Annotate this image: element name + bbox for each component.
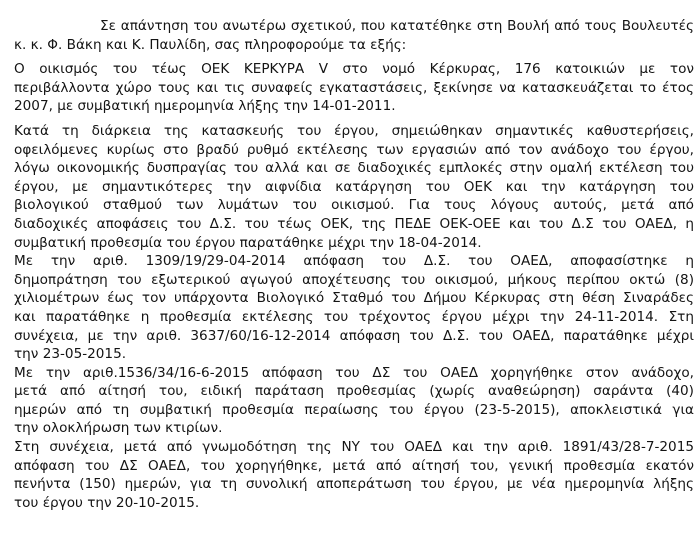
text-line: διαδοχικές αποφάσεις του Δ.Σ. του τέως ΟΕΚ, της ΠΕΔΕ ΟΕΚ-ΟΕΕ και του Δ.Σ του ΟΑΕΔ, η <box>14 215 694 232</box>
text-line: Με την αριθ. 1309/19/29-04-2014 απόφαση του Δ.Σ. του ΟΑΕΔ, αποφασίστηκε η <box>14 253 694 270</box>
text-line: συμβατική προθεσμία του έργου παρατάθηκε μέχρι την 18-04-2014. <box>14 234 482 251</box>
delays-paragraph <box>14 122 694 252</box>
document-page <box>14 17 694 512</box>
text-line: δημοπράτηση του εξωτερικού αγωγού αποχέτευσης του οικισμού, μήκους περίπου οκτώ (8) <box>14 271 694 288</box>
text-line: μετά από αίτησή του, ειδική παράταση προθεσμίας (χωρίς αναθεώρηση) σαράντα (40) <box>14 383 694 400</box>
text-line: και παρατάθηκε η προθεσμία εκτέλεσης του τρέχοντος έργου μέχρι την 24-11-2014. Στη <box>14 308 694 325</box>
text-line: κ. κ. Φ. Βάκη και Κ. Παυλίδη, σας πληροφορούμε τα εξής: <box>14 36 407 53</box>
text-line: του έργου την 20-10-2015. <box>14 494 200 511</box>
text-line: Στη συνέχεια, μετά από γνωμοδότηση της ΝΥ του ΟΑΕΔ και την αριθ. 1891/43/28-7-2015 <box>14 439 694 456</box>
decision-1309-paragraph <box>14 252 694 364</box>
text-line: την ολοκλήρωση των κτιρίων. <box>14 420 223 437</box>
text-line: οφειλόμενες κυρίως στο βραδύ ρυθμό εκτέλεσης των εργασιών από τον ανάδοχο του έργου, <box>14 141 694 158</box>
text-line: ημερών από τη συμβατική προθεσμία περαίωσης του έργου (23-5-2015), αποκλειστικά για <box>14 401 694 418</box>
intro-paragraph <box>14 17 694 54</box>
decision-1536-paragraph <box>14 364 694 438</box>
text-line: Με την αριθ.1536/34/16-6-2015 απόφαση του ΔΣ του ΟΑΕΔ χορηγήθηκε στον ανάδοχο, <box>14 364 694 381</box>
text-line: βιολογικού σταθμού των λυμάτων του οικισμού. Για τους λόγους αυτούς, μετά από <box>14 197 694 214</box>
text-line: απόφαση του ΔΣ ΟΑΕΔ, του χορηγήθηκε, μετά από αίτησή του, γενική προθεσμία εκατόν <box>14 457 694 474</box>
text-line: Κατά τη διάρκεια της κατασκευής του έργου, σημειώθηκαν σημαντικές καθυστερήσεις, <box>14 122 694 139</box>
text-line: έργου, με σημαντικότερες την αιφνίδια κατάργηση του ΟΕΚ και την κατάργηση του <box>14 178 694 195</box>
text-line: την 23-05-2015. <box>14 346 127 363</box>
text-line: Σε απάντηση του ανωτέρω σχετικού, που κατατέθηκε στη Βουλή από τους Βουλευτές <box>100 18 694 34</box>
text-line: πενήντα (150) ημερών, για τη συνολική αποπεράτωση του έργου, με νέα ημερομηνία λήξης <box>14 476 694 493</box>
decision-1891-paragraph <box>14 438 694 512</box>
text-line: χιλιομέτρων έως τον υπάρχοντα Βιολογικό Σταθμό του Δήμου Κέρκυρας στη θέση Σιναράδες <box>14 290 694 307</box>
text-line: λόγω οικονομικής δυσπραγίας του αλλά και σε διαδοχικές εμπλοκές στην ομαλή εκτέλεση του <box>14 160 694 177</box>
text-line: περιβάλλοντα χώρο τους και τις συναφείς εγκαταστάσεις, ξεκίνησε να κατασκευάζεται το έτος <box>14 79 694 96</box>
text-line: συνέχεια, με την αριθ. 3637/60/16-12-2014 απόφαση του Δ.Σ. του ΟΑΕΔ, παρατάθηκε μέχρι <box>14 327 694 344</box>
settlement-paragraph <box>14 60 694 116</box>
text-line: Ο οικισμός του τέως ΟΕΚ ΚΕΡΚΥΡΑ V στο νομό Κέρκυρας, 176 κατοικιών με τον <box>14 61 694 78</box>
text-line: 2007, με συμβατική ημερομηνία λήξης την 14-01-2011. <box>14 98 396 115</box>
